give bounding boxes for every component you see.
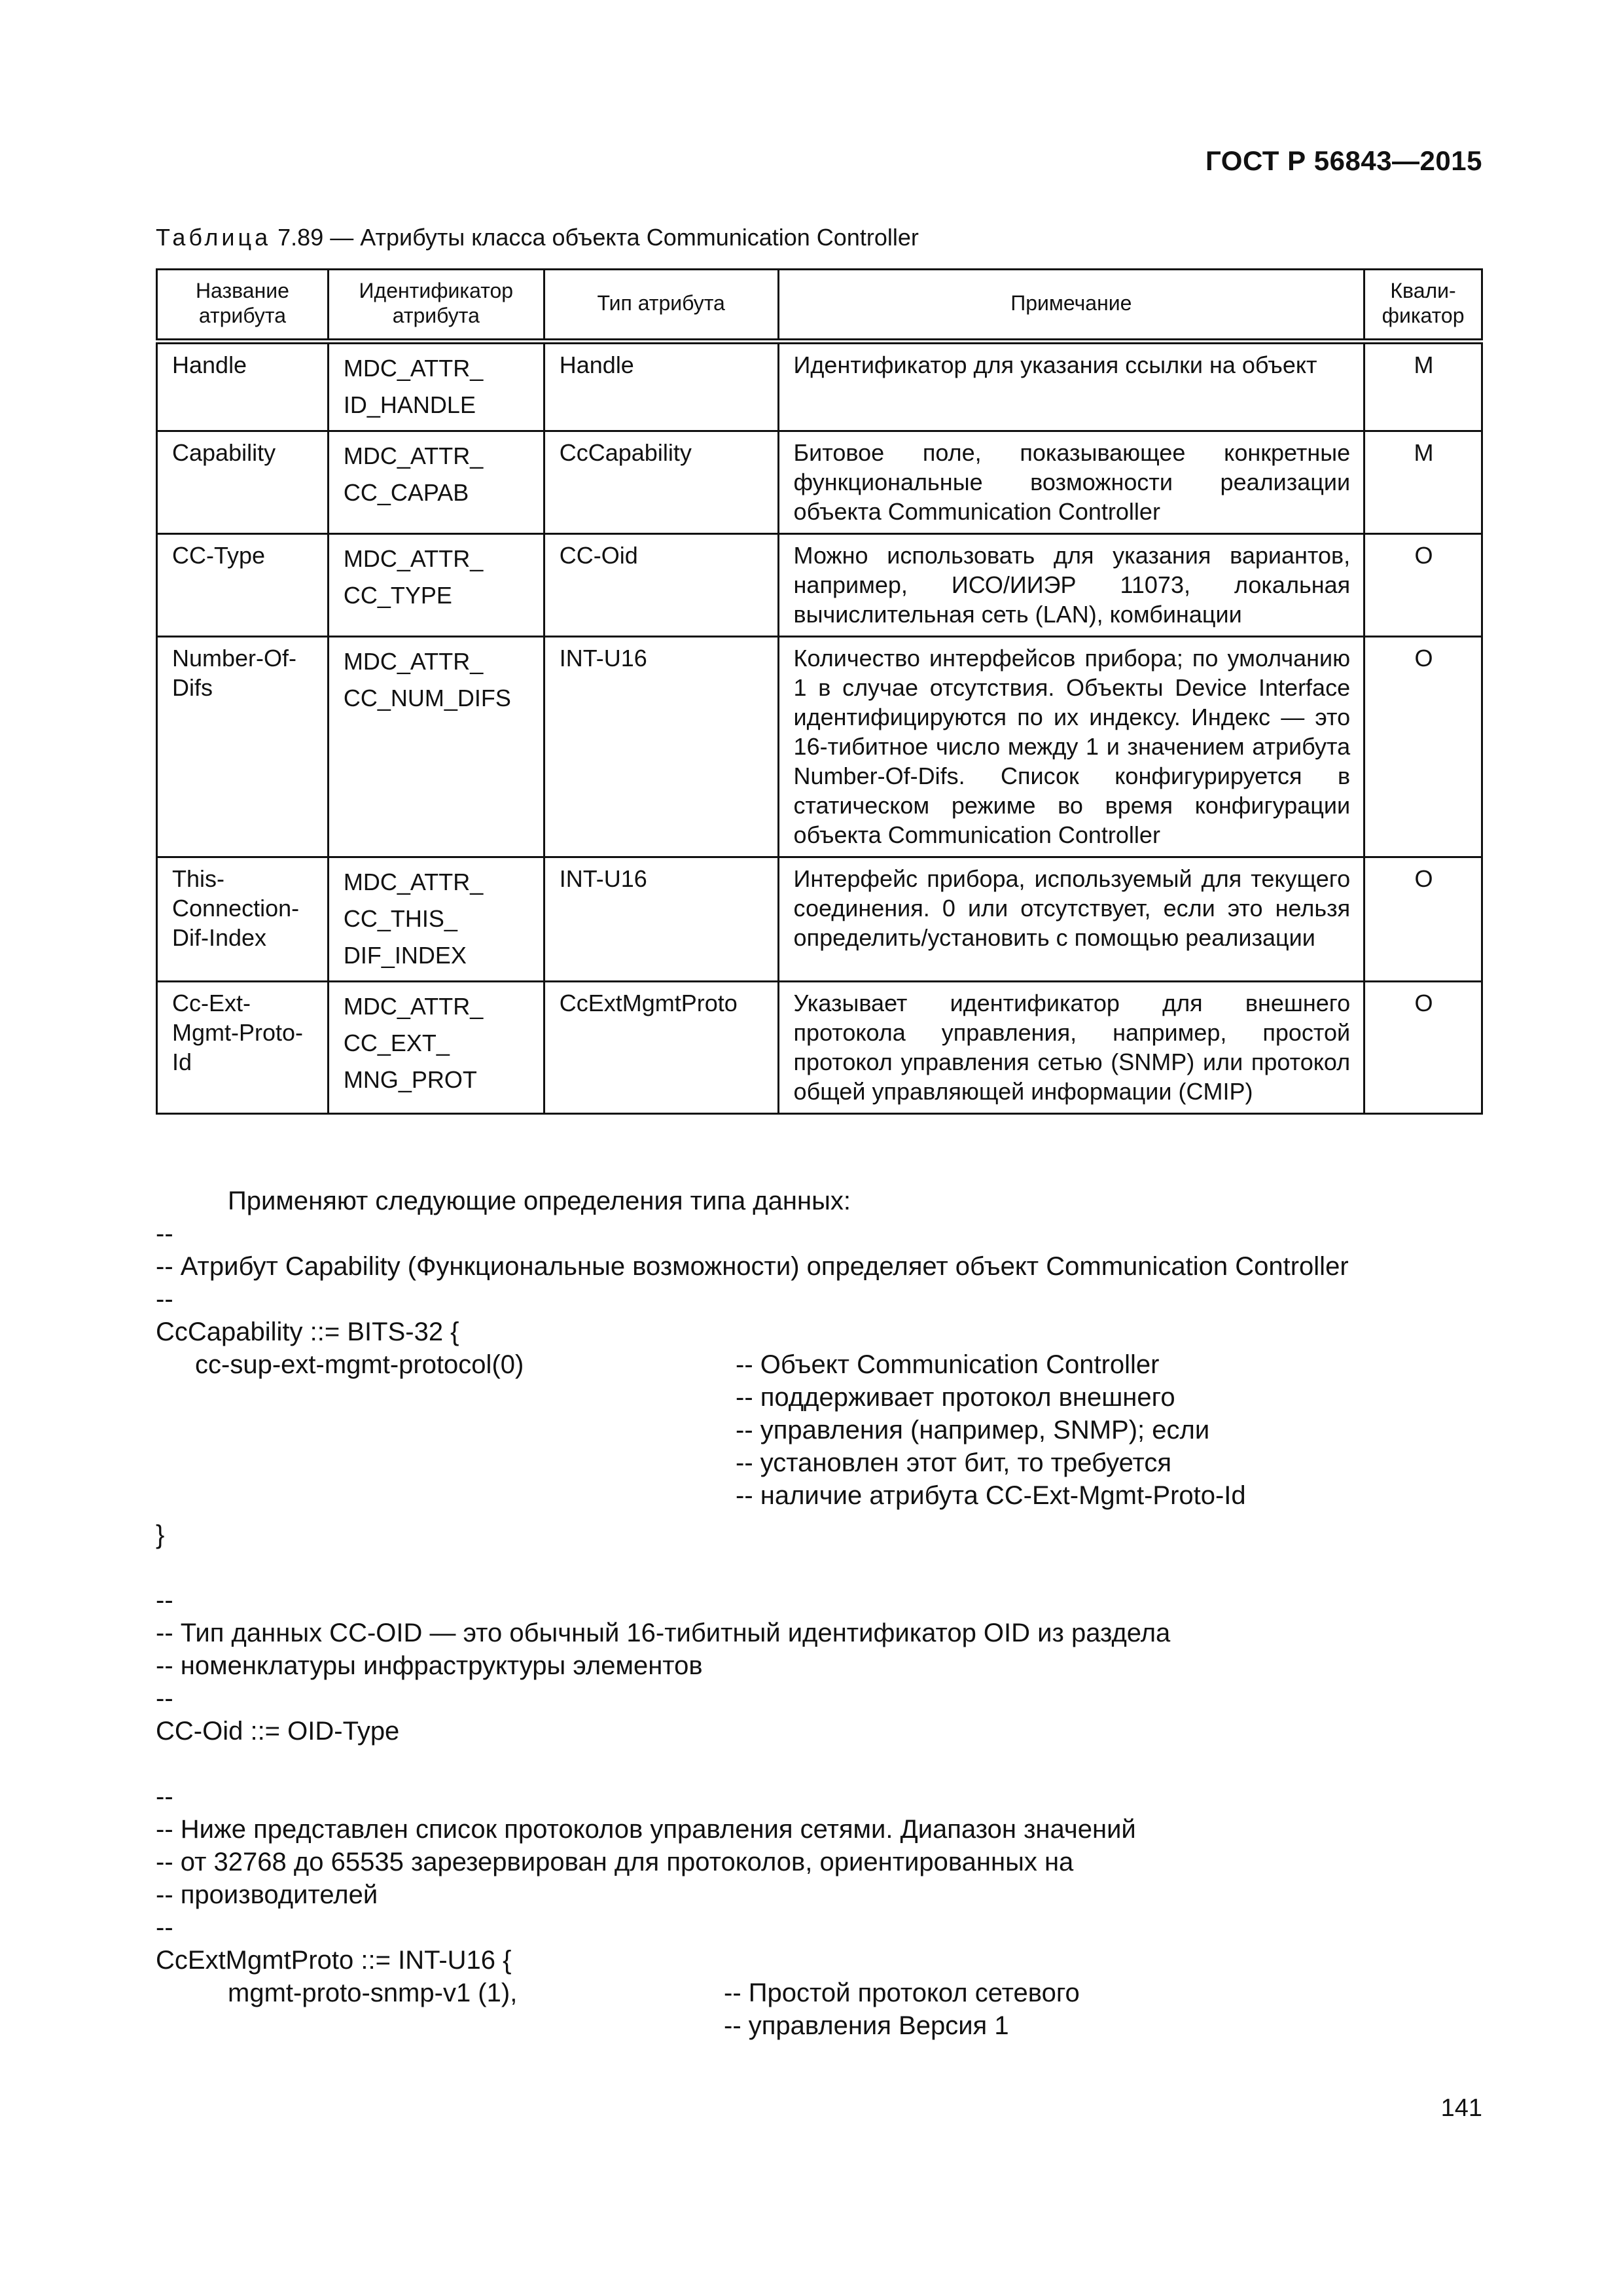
code-field: mgmt-proto-snmp-v1 (1), <box>228 1979 518 2007</box>
attribute-name-cell: This- Connection- Dif-Index <box>157 857 329 982</box>
table-row <box>157 637 1482 857</box>
code-comment-line: -- номенклатуры инфраструктуры элементов <box>156 1651 703 1680</box>
code-closing-brace: } <box>156 1520 165 1549</box>
attribute-note-cell: Указывает идентификатор для внешнего протокола управления, например, простой протокол управления сетью (SNMP) или протокол общей управляющей информации (CMIP) <box>778 982 1364 1114</box>
document-standard-number: ГОСТ Р 56843—2015 <box>1205 145 1482 176</box>
code-definition-line: CC-Oid ::= OID-Type <box>156 1717 400 1746</box>
code-row <box>156 1977 1491 2009</box>
intro-paragraph: Применяют следующие определения типа данных: <box>228 1187 851 1215</box>
column-header-type: Тип атрибута <box>544 270 778 342</box>
code-comment-line: -- производителей <box>156 1880 378 1909</box>
attribute-note-cell: Битовое поле, показывающее конкретные функциональные возможности реализации объекта Communication Controller <box>778 431 1364 534</box>
code-inline-comment: -- Объект Communication Controller <box>736 1350 1160 1379</box>
code-inline-comment: -- управления (например, SNMP); если <box>736 1416 1210 1444</box>
attribute-name-cell: CC-Type <box>157 534 329 637</box>
code-definition-line: CcExtMgmtProto ::= INT-U16 { <box>156 1946 512 1975</box>
attribute-id-cell: MDC_ATTR_ ID_HANDLE <box>328 342 544 431</box>
code-comment-line: -- <box>156 1586 173 1615</box>
attribute-name-cell: Cc-Ext- Mgmt-Proto- Id <box>157 982 329 1114</box>
attribute-qualifier-cell: O <box>1364 857 1482 982</box>
table-row <box>157 534 1482 637</box>
attribute-note-cell: Идентификатор для указания ссылки на объект <box>778 342 1364 431</box>
code-field: cc-sup-ext-mgmt-protocol(0) <box>195 1350 524 1379</box>
attribute-name-cell: Handle <box>157 342 329 431</box>
table-row <box>157 857 1482 982</box>
column-header-name: Название атрибута <box>157 270 329 342</box>
attribute-id-cell: MDC_ATTR_ CC_THIS_ DIF_INDEX <box>328 857 544 982</box>
attribute-qualifier-cell: M <box>1364 342 1482 431</box>
code-comment-line: -- от 32768 до 65535 зарезервирован для протоколов, ориентированных на <box>156 1848 1074 1876</box>
code-row <box>156 1348 1491 1381</box>
code-comment-line: -- Ниже представлен список протоколов управления сетями. Диапазон значений <box>156 1815 1136 1844</box>
column-header-qualifier: Квали- фикатор <box>1364 270 1482 342</box>
attribute-id-cell: MDC_ATTR_ CC_EXT_ MNG_PROT <box>328 982 544 1114</box>
table-row <box>157 982 1482 1114</box>
column-header-id: Идентификатор атрибута <box>328 270 544 342</box>
code-inline-comment: -- Простой протокол сетевого <box>724 1979 1080 2007</box>
attribute-type-cell: CcExtMgmtProto <box>544 982 778 1114</box>
code-row <box>156 1446 1491 1479</box>
table-header-row <box>157 270 1482 342</box>
table-caption-prefix: Таблица <box>156 224 272 251</box>
attribute-note-cell: Интерфейс прибора, используемый для текущего соединения. 0 или отсутствует, если это нельзя определить/установить с помощью реализации <box>778 857 1364 982</box>
code-inline-comment: -- поддерживает протокол внешнего <box>736 1383 1175 1412</box>
table-caption <box>156 224 919 251</box>
code-definition-line: CcCapability ::= BITS-32 { <box>156 1318 459 1346</box>
code-comment-line: -- <box>156 1782 173 1811</box>
table-caption-text: 7.89 — Атрибуты класса объекта Communication Controller <box>271 224 919 251</box>
attribute-qualifier-cell: O <box>1364 534 1482 637</box>
attribute-id-cell: MDC_ATTR_ CC_NUM_DIFS <box>328 637 544 857</box>
table-row <box>157 342 1482 431</box>
attribute-qualifier-cell: O <box>1364 637 1482 857</box>
column-header-note: Примечание <box>778 270 1364 342</box>
code-comment-line: -- Тип данных CC-OID — это обычный 16-тибитный идентификатор OID из раздела <box>156 1619 1171 1647</box>
attribute-qualifier-cell: M <box>1364 431 1482 534</box>
attribute-note-cell: Количество интерфейсов прибора; по умолчанию 1 в случае отсутствия. Объекты Device Interface идентифицируются по их индексу. Индекс — это 16-тибитное число между 1 и значением атрибута Number-Of-Difs. Список конфигурируется в статическом режиме во время конфигурации объекта Communication Controller <box>778 637 1364 857</box>
table-row <box>157 431 1482 534</box>
body-text <box>156 1185 1491 2042</box>
code-comment-line: -- <box>156 1684 173 1713</box>
code-inline-comment: -- наличие атрибута CC-Ext-Mgmt-Proto-Id <box>736 1481 1246 1510</box>
code-row <box>156 1381 1491 1414</box>
attribute-type-cell: INT-U16 <box>544 637 778 857</box>
attribute-name-cell: Number-Of- Difs <box>157 637 329 857</box>
attribute-type-cell: INT-U16 <box>544 857 778 982</box>
code-comment-line: -- <box>156 1913 173 1942</box>
attribute-name-cell: Capability <box>157 431 329 534</box>
attribute-qualifier-cell: O <box>1364 982 1482 1114</box>
attribute-id-cell: MDC_ATTR_ CC_CAPAB <box>328 431 544 534</box>
code-inline-comment: -- управления Версия 1 <box>724 2011 1009 2040</box>
code-row <box>156 2009 1491 2042</box>
attribute-type-cell: CC-Oid <box>544 534 778 637</box>
attributes-table <box>156 268 1483 1115</box>
attribute-id-cell: MDC_ATTR_ CC_TYPE <box>328 534 544 637</box>
code-comment-line: -- <box>156 1219 173 1248</box>
code-row <box>156 1479 1491 1512</box>
page-number: 141 <box>1440 2094 1482 2122</box>
attribute-note-cell: Можно использовать для указания вариантов, например, ИСО/ИИЭР 11073, локальная вычислительная сеть (LAN), комбинации <box>778 534 1364 637</box>
attribute-type-cell: CcCapability <box>544 431 778 534</box>
code-comment-line: -- Атрибут Capability (Функциональные возможности) определяет объект Communication Controller <box>156 1252 1349 1281</box>
attribute-type-cell: Handle <box>544 342 778 431</box>
code-row <box>156 1414 1491 1446</box>
code-comment-line: -- <box>156 1285 173 1314</box>
code-inline-comment: -- установлен этот бит, то требуется <box>736 1448 1172 1477</box>
